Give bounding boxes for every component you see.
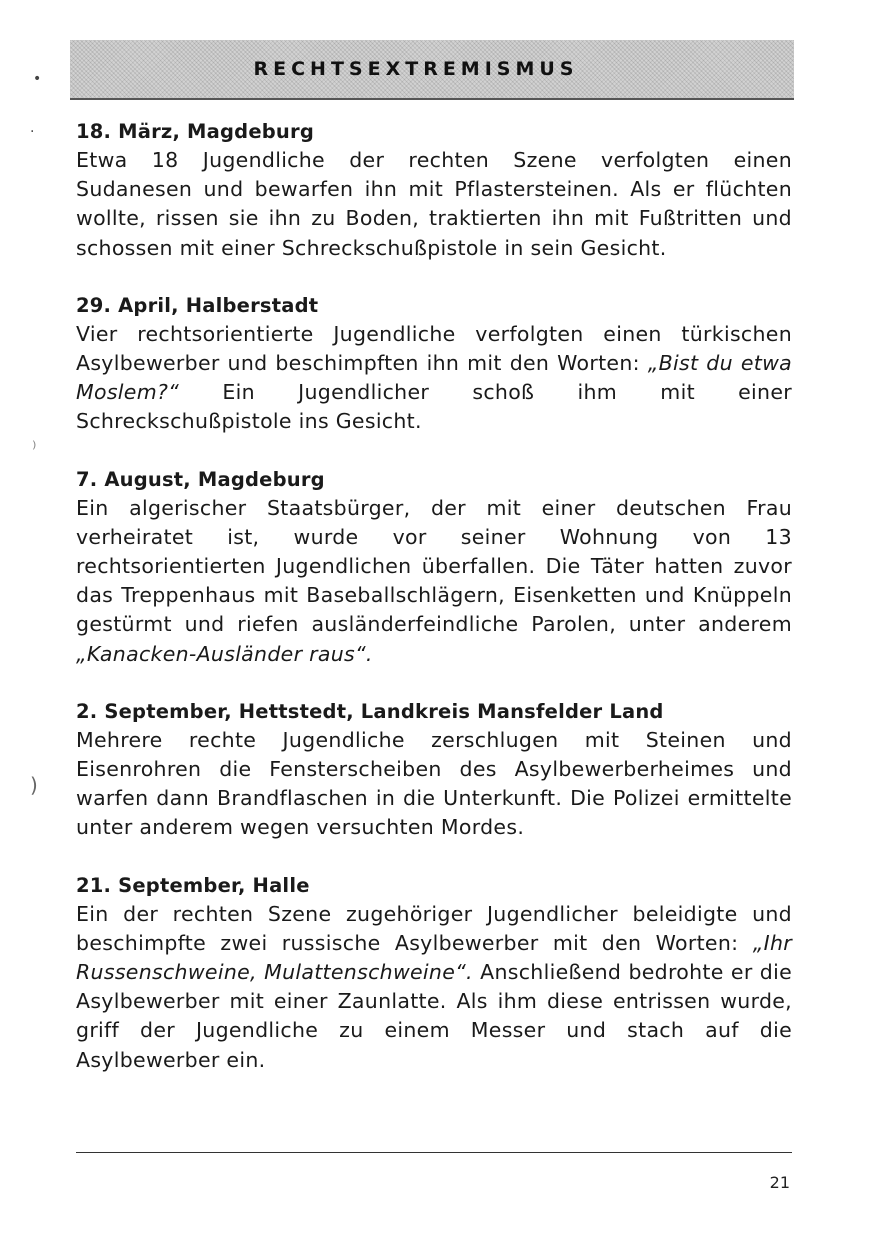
section-title: RECHTSEXTREMISMUS	[253, 58, 579, 80]
incident-entry	[76, 697, 792, 843]
entry-heading: 29. April, Halberstadt	[76, 293, 319, 317]
entry-text: Mehrere rechte Jugendliche zerschlugen mit Steinen und Eisenrohren die Fensterscheiben des Asylbewerberheimes und warfen dann Brandflaschen in die Unterkunft. Die Polizei ermittelte unter anderem wegen versuchten Mordes.	[76, 727, 792, 840]
page-number: 21	[769, 1173, 790, 1192]
entries-list	[76, 117, 792, 1103]
entry-heading: 21. September, Halle	[76, 873, 310, 897]
entry-body	[76, 146, 792, 263]
entry-text: Vier rechtsorientierte Jugendliche verfolgten einen türkischen Asylbewerber und beschimpften ihn mit den Worten:	[76, 321, 792, 376]
entry-heading: 2. September, Hettstedt, Landkreis Mansfelder Land	[76, 699, 664, 723]
scan-speck: ·	[30, 124, 35, 140]
binding-hole-mark: )	[30, 773, 38, 797]
incident-entry	[76, 291, 792, 437]
binding-hole-mark: ⁾	[32, 438, 37, 459]
footer-rule	[76, 1152, 792, 1153]
entry-text: Ein Jugendlicher schoß ihm mit einer Schreckschußpistole ins Gesicht.	[76, 380, 792, 434]
section-banner	[70, 40, 794, 100]
entry-quote: „Ihr Russenschweine, Mulattenschweine“.	[76, 930, 792, 985]
entry-text: Ein der rechten Szene zugehöriger Jugendlicher beleidigte und beschimpfte zwei russische Asylbewerber mit den Worten:	[76, 901, 792, 955]
entry-body	[76, 726, 792, 843]
scan-speck: •	[33, 71, 42, 87]
incident-entry	[76, 871, 792, 1075]
entry-body	[76, 900, 792, 1075]
entry-text: Etwa 18 Jugendliche der rechten Szene verfolgten einen Sudanesen und bewarfen ihn mit Pflastersteinen. Als er flüchten wollte, rissen sie ihn zu Boden, traktierten ihn mit Fußtritten und schossen mit einer Schreckschußpistole in sein Gesicht.	[76, 148, 792, 260]
entry-text: Ein algerischer Staatsbürger, der mit einer deutschen Frau verheiratet ist, wurde vor seiner Wohnung von 13 rechtsorientierten Jugendlichen überfallen. Die Täter hatten zuvor das Treppenhaus mit Baseballschlägern, Eisenketten und Knüppeln gestürmt und riefen ausländerfeindliche Parolen, unter anderem	[76, 495, 792, 637]
entry-body	[76, 320, 792, 437]
entry-body	[76, 494, 792, 669]
entry-text: Anschließend bedrohte er die Asylbewerber mit einer Zaunlatte. Als ihm diese entrissen wurde, griff der Jugendliche zu einem Messer und stach auf die Asylbewerber ein.	[76, 960, 793, 1072]
entry-heading: 18. März, Magdeburg	[76, 120, 314, 143]
incident-entry	[76, 465, 792, 669]
entry-heading: 7. August, Magdeburg	[76, 467, 325, 491]
entry-quote: „Bist du etwa Moslem?“	[76, 351, 793, 405]
incident-entry	[76, 117, 792, 263]
entry-quote: „Kanacken-Ausländer raus“.	[76, 641, 373, 666]
